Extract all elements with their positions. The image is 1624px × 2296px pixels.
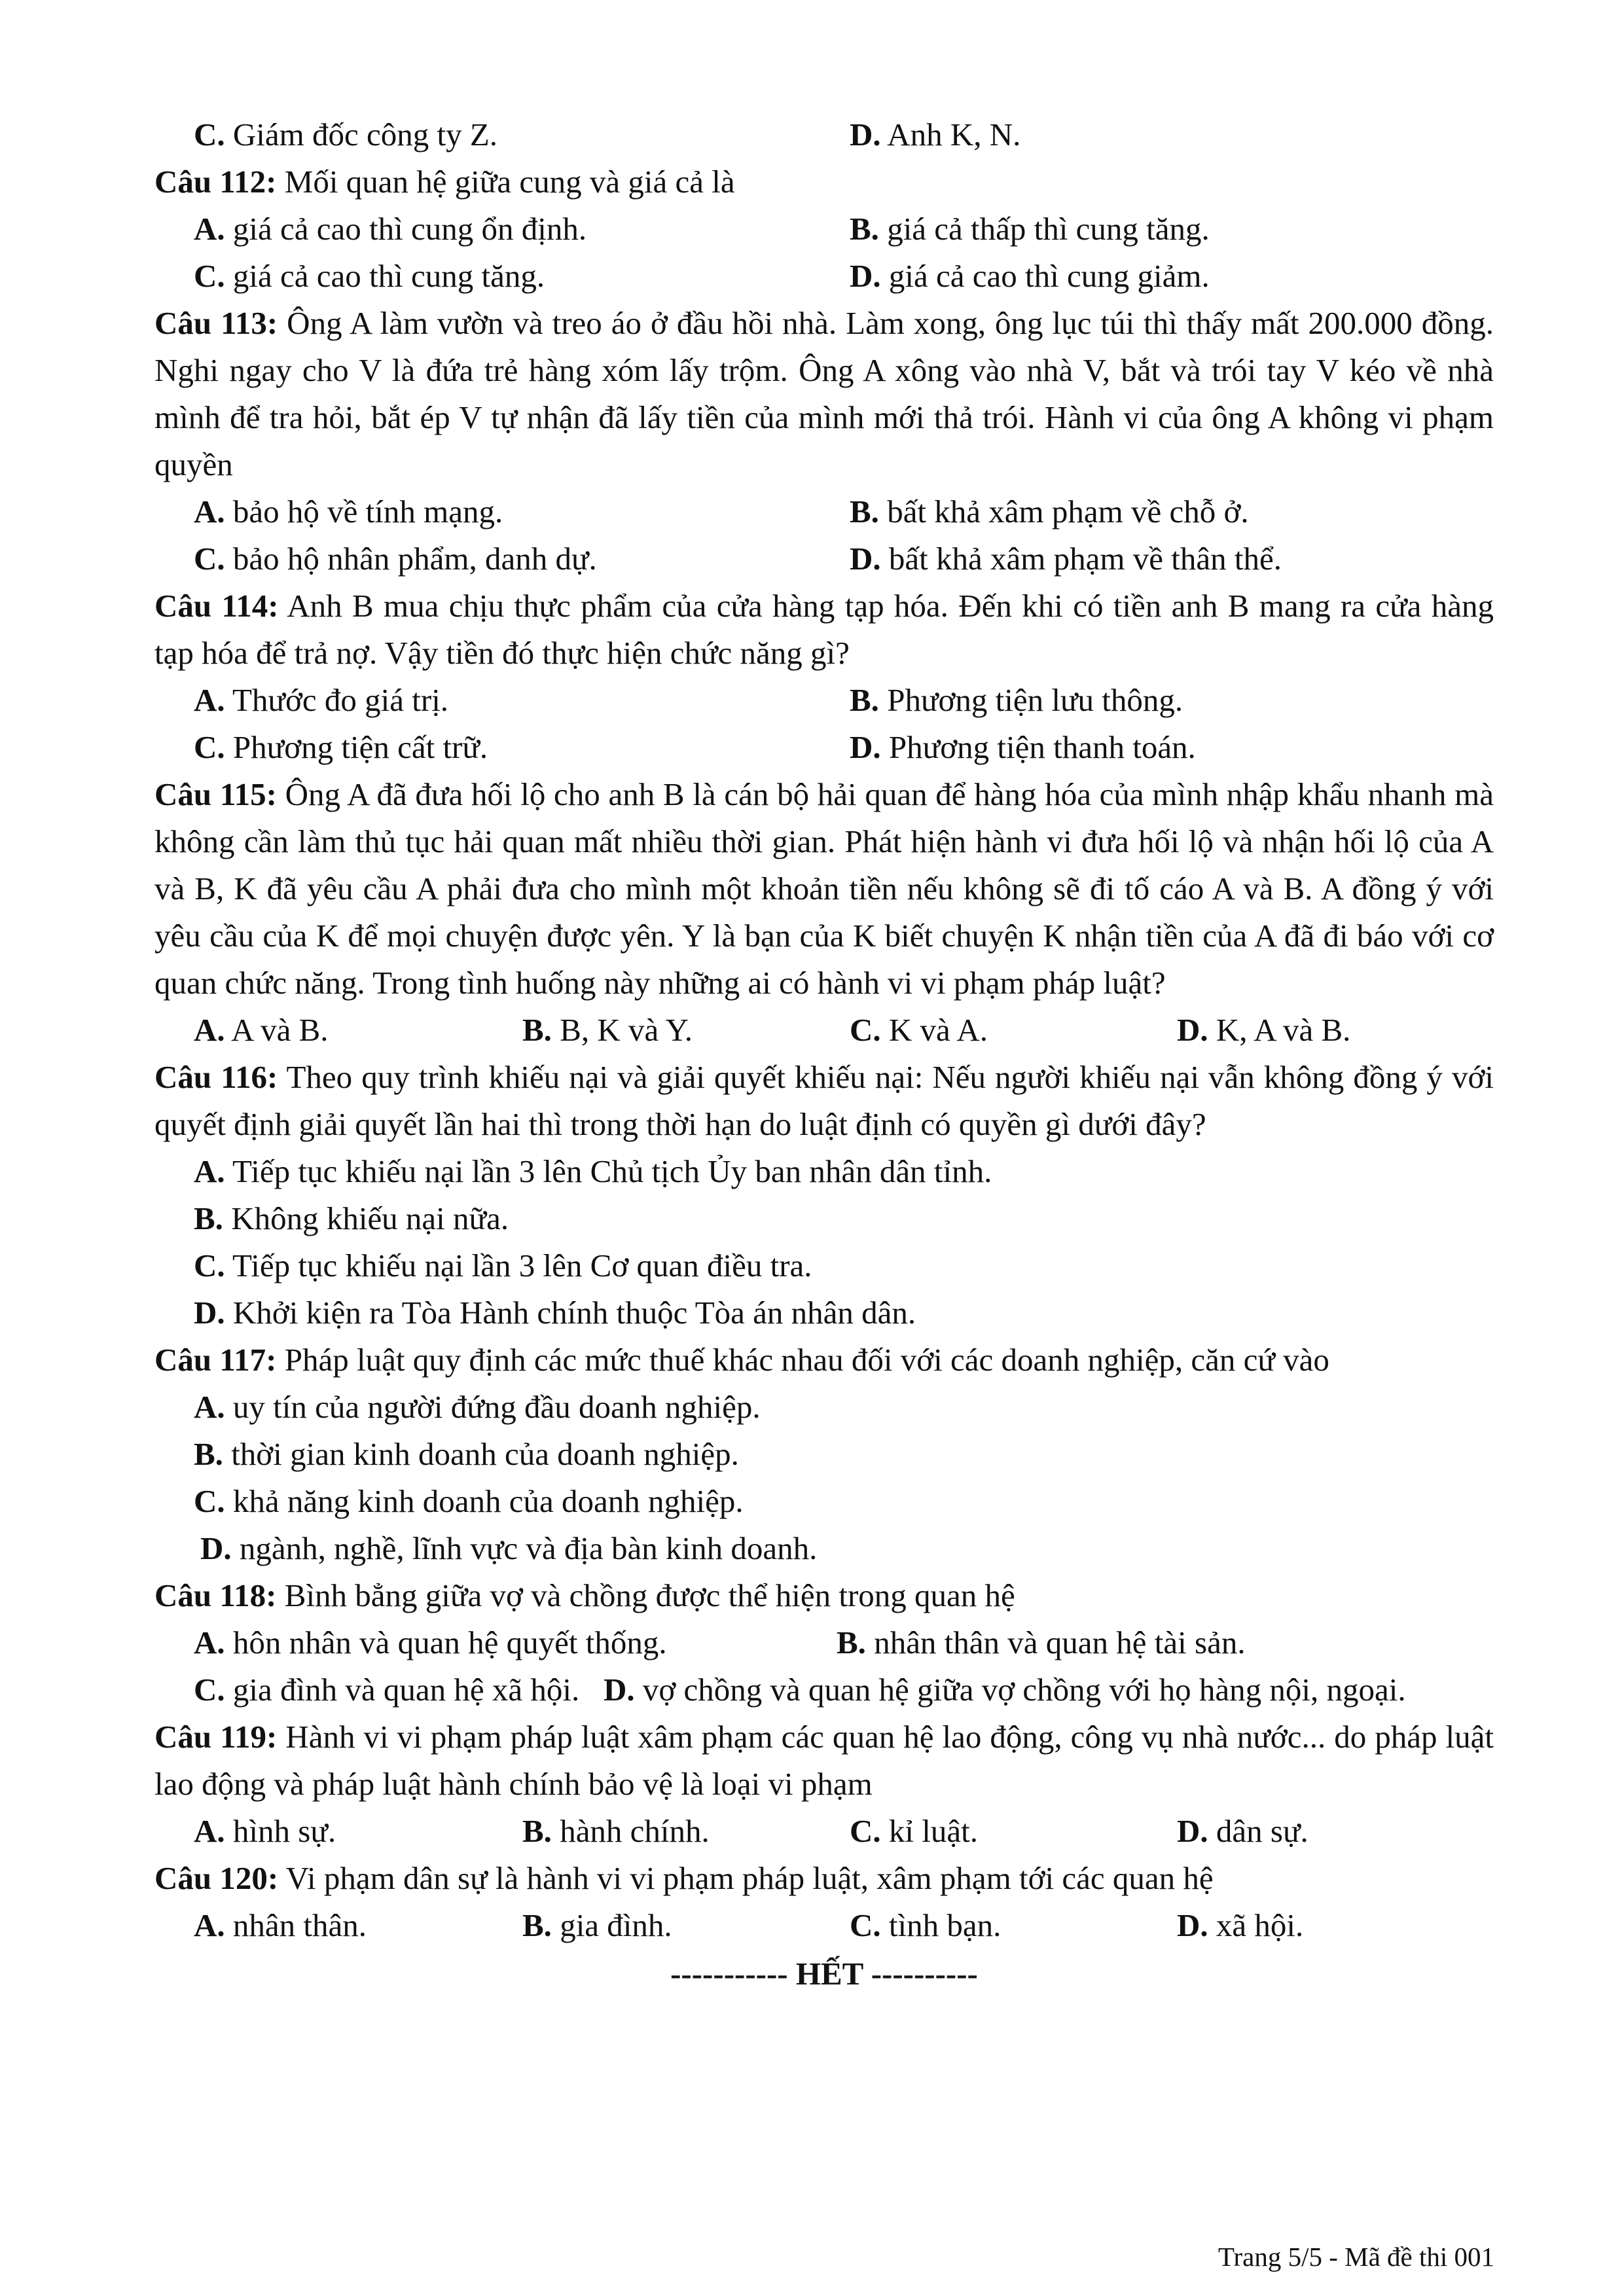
option-a: A. giá cả cao thì cung ổn định. xyxy=(194,211,587,247)
option-a: A. hình sự. xyxy=(194,1813,336,1849)
option-c: C. khả năng kinh doanh của doanh nghiệp. xyxy=(194,1483,744,1519)
option-c: C. K và A. xyxy=(850,1012,988,1048)
option-b: B. bất khả xâm phạm về chỗ ở. xyxy=(850,493,1249,529)
question-120: Câu 120: Vi phạm dân sự là hành vi vi phạm pháp luật, xâm phạm tới các quan hệ xyxy=(154,1860,1214,1896)
option-d: D. ngành, nghề, lĩnh vực và địa bàn kinh doanh. xyxy=(200,1530,818,1566)
question-116: Câu 116: Theo quy trình khiếu nại và giải quyết khiếu nại: Nếu người khiếu nại vẫn không đồng ý với quyết định giải quyết lần hai thì trong thời hạn do luật định có quyền gì dưới đây? xyxy=(154,1059,1494,1142)
option-c: C. giá cả cao thì cung tăng. xyxy=(194,258,545,294)
option-d-letter: D. xyxy=(603,1672,635,1708)
exam-content xyxy=(154,111,1494,1998)
q120-options-row xyxy=(154,1902,1494,1949)
q112-options-row-2 xyxy=(154,253,1494,300)
option-b: B. giá cả thấp thì cung tăng. xyxy=(850,211,1210,247)
option-c: C. bảo hộ nhân phẩm, danh dự. xyxy=(194,541,597,577)
question-114: Câu 114: Anh B mua chịu thực phẩm của cửa hàng tạp hóa. Đến khi có tiền anh B mang ra cửa hàng tạp hóa để trả nợ. Vậy tiền đó thực hiện chức năng gì? xyxy=(154,588,1494,671)
question-113: Câu 113: Ông A làm vườn và treo áo ở đầu hồi nhà. Làm xong, ông lục túi thì thấy mất 200.000 đồng. Nghi ngay cho V là đứa trẻ hàng xóm lấy trộm. Ông A xông vào nhà V, bắt và trói tay V kéo về nhà mình để tra hỏi, bắt ép V tự nhận đã lấy tiền của mình mới thả trói. Hành vi của ông A không vi phạm quyền xyxy=(154,305,1494,482)
option-d: D. xã hội. xyxy=(1177,1907,1304,1943)
option-c: C. Phương tiện cất trữ. xyxy=(194,729,488,765)
q118-options-row-1 xyxy=(154,1619,1494,1666)
option-a: A. nhân thân. xyxy=(194,1907,367,1943)
q113-options-row-2 xyxy=(154,535,1494,583)
option-b: B. Phương tiện lưu thông. xyxy=(850,682,1183,718)
q114-options-row-1 xyxy=(154,677,1494,724)
option-c: C. Tiếp tục khiếu nại lần 3 lên Cơ quan điều tra. xyxy=(194,1247,812,1283)
option-d-text: vợ chồng và quan hệ giữa vợ chồng với họ hàng nội, ngoại. xyxy=(634,1672,1406,1708)
option-b: B. gia đình. xyxy=(522,1907,672,1943)
option-c: C. tình bạn. xyxy=(850,1907,1001,1943)
page-footer: Trang 5/5 - Mã đề thi 001 xyxy=(1218,2242,1494,2272)
option-a: A. A và B. xyxy=(194,1012,329,1048)
option-d: D. giá cả cao thì cung giảm. xyxy=(850,258,1210,294)
question-112: Câu 112: Mối quan hệ giữa cung và giá cả là xyxy=(154,164,735,200)
option-c: C. kỉ luật. xyxy=(850,1813,978,1849)
option-d: D. K, A và B. xyxy=(1177,1012,1351,1048)
question-115: Câu 115: Ông A đã đưa hối lộ cho anh B là cán bộ hải quan để hàng hóa của mình nhập khẩu nhanh mà không cần làm thủ tục hải quan mất nhiều thời gian. Phát hiện hành vi đưa hối lộ và nhận hối lộ của A và B, K đã yêu cầu A phải đưa cho mình một khoản tiền nếu không sẽ đi tố cáo A và B. A đồng ý với yêu cầu của K để mọi chuyện được yên. Y là bạn của K biết chuyện K nhận tiền của A đã đi báo với cơ quan chức năng. Trong tình huống này những ai có hành vi vi phạm pháp luật? xyxy=(154,776,1494,1001)
question-118: Câu 118: Bình bẳng giữa vợ và chồng được thể hiện trong quan hệ xyxy=(154,1577,1015,1613)
q113-options-row-1 xyxy=(154,488,1494,535)
q114-options-row-2 xyxy=(154,724,1494,771)
q118-options-row-2 xyxy=(154,1666,1494,1713)
q112-options-row-1 xyxy=(154,206,1494,253)
option-a: A. Tiếp tục khiếu nại lần 3 lên Chủ tịch Ủy ban nhân dân tỉnh. xyxy=(194,1153,992,1189)
option-b: B. hành chính. xyxy=(522,1813,710,1849)
option-b: B. thời gian kinh doanh của doanh nghiệp. xyxy=(194,1436,739,1472)
option-b: B. Không khiếu nại nữa. xyxy=(194,1200,509,1236)
option-a: A. bảo hộ về tính mạng. xyxy=(194,493,503,529)
q115-options-row xyxy=(154,1007,1494,1054)
option-c: C. gia đình và quan hệ xã hội. D. vợ chồng và quan hệ giữa vợ chồng với họ hàng nội, ngoại. xyxy=(194,1672,1406,1708)
prev-question-options xyxy=(154,111,1494,158)
question-119: Câu 119: Hành vi vi phạm pháp luật xâm phạm các quan hệ lao động, công vụ nhà nước... do pháp luật lao động và pháp luật hành chính bảo vệ là loại vi phạm xyxy=(154,1719,1494,1802)
option-a: A. uy tín của người đứng đầu doanh nghiệp. xyxy=(194,1389,761,1425)
option-b: B. B, K và Y. xyxy=(522,1012,693,1048)
option-d: D. Khởi kiện ra Tòa Hành chính thuộc Tòa án nhân dân. xyxy=(194,1295,916,1331)
q119-options-row xyxy=(154,1808,1494,1855)
option-d: D. bất khả xâm phạm về thân thể. xyxy=(850,541,1282,577)
end-marker: ----------- HẾT ---------- xyxy=(670,1956,978,1992)
option-d: D. Phương tiện thanh toán. xyxy=(850,729,1196,765)
question-117: Câu 117: Pháp luật quy định các mức thuế khác nhau đối với các doanh nghiệp, căn cứ vào xyxy=(154,1342,1329,1378)
option-a: A. Thước đo giá trị. xyxy=(194,682,449,718)
option-d: D. Anh K, N. xyxy=(850,117,1021,152)
option-b: B. nhân thân và quan hệ tài sản. xyxy=(837,1624,1246,1660)
option-a: A. hôn nhân và quan hệ quyết thống. xyxy=(194,1624,667,1660)
option-d: D. dân sự. xyxy=(1177,1813,1308,1849)
option-c: C. Giám đốc công ty Z. xyxy=(194,117,498,152)
